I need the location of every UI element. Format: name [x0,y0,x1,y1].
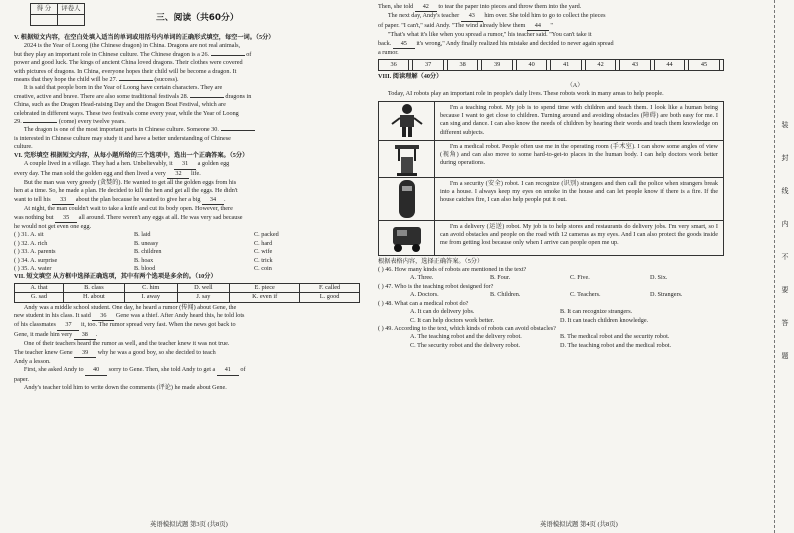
option-text: C. wife [254,248,273,256]
robot-table [378,101,724,256]
side-char: 内 [781,220,789,228]
p7-line: new student in his class. It said [14,312,91,319]
option-text: B. uneasy [134,239,159,247]
grid-num: 41 [551,60,581,71]
answer-choice[interactable]: D. The teaching robot and the medical robot. [560,341,672,349]
robot-text: I'm a security (安全) robot. I can recognize (识别) strangers and then call the police when strangers break into a house. I always keep my eyes on smoke in the house and can let people know if there is a fire. If the house catches fire, I can also help people put it out. [440,179,718,204]
r-line: to tear the paper into pieces and throw them into the yard. [438,3,582,10]
robot-text: I'm a delivery (运送) robot. My job is to help stores and restaurants do delivery jobs. I'm very smart, so I can avoid obstacles and people on the road with 12 cameras as my eyes. And I can also protect the goods inside me from getting lost because only when I arrive can people open me up. [440,222,718,247]
p5-line: 29. [14,118,22,126]
part8-intro: Today, AI robots play an important role in people's daily lives. These robots work in many areas to help people. [387,90,664,98]
security-robot-image [379,178,435,220]
option-text: ( ) 31. A. sit [14,231,44,239]
p7-line: sorry to Gene. Then, she told Andy to get a [108,366,216,374]
grid-num: 45 [689,60,719,71]
answer-choice[interactable]: B. The medical robot and the security robot. [560,333,670,341]
option-text: ( ) 35. A. water [14,264,52,272]
p5-tail: of [246,50,252,58]
r-line: " [550,21,553,29]
robot-row-delivery [379,221,723,255]
p6-line: all around. There weren't any eggs at all. He was very sad because [78,213,243,221]
part5-passage [14,42,366,151]
side-char: 装 [781,121,789,129]
r-line: it's wrong," Andy finally realized his mistake and decided to never again spread [416,39,614,47]
box-word: G. sad [15,293,64,302]
box-word: I. away [124,293,177,302]
p5-line: culture. [14,143,33,151]
option-text: B. blood [134,264,156,272]
p5-line: but they play an important role in Chinese culture. The Chinese dragon is a 26. [14,50,210,58]
question-stem: ( ) 48. What can a medical robot do? [378,299,469,307]
option-text: B. laid [134,231,151,239]
side-char: 不 [781,253,789,261]
p5-line: 2024 is the Year of Loong (the Chinese dragon) in China. Dragons are not real animals, [23,42,241,50]
answer-choice[interactable]: A. Three. [410,274,434,282]
r-line: Then, she told [378,3,414,10]
p5-line: is interested in Chinese culture may study it and have a better understanding of Chinese [14,134,231,142]
grid-num: 37 [413,60,443,71]
delivery-robot-image [379,221,435,255]
question-heading: 根据表格内容，选择正确答案。（5分） [378,257,484,265]
part6-options [14,231,366,273]
score-table [30,3,85,26]
answer-choice[interactable]: A. It can do delivery jobs. [410,308,475,316]
grid-num: 40 [516,60,546,71]
blank-37[interactable]: 37 [57,321,79,330]
p7-line: Gene, it made him very [14,330,73,338]
binding-line [774,0,775,533]
blank-38[interactable]: 38 [74,331,96,340]
p6-line: At night, the man couldn't wait to take a knife and cut its body open. However, there [23,205,233,213]
p7-line: Andy a lesson. [14,358,51,366]
answer-choice[interactable]: A. The teaching robot and the delivery robot. [410,333,522,341]
side-char: 答 [781,319,789,327]
right-page [370,0,772,533]
binding-side-text [778,120,792,384]
choice-row [378,342,772,350]
option-text: ( ) 34. A. surprise [14,256,58,264]
grid-num: 43 [620,60,650,71]
choice-row [378,291,772,299]
grid-answer[interactable] [719,60,723,71]
p6-line: hen at a time. So, he made a plan. He decided to kill the hen and get all the eggs. He didn't [14,187,238,195]
robot-text: I'm a teaching robot. My job is to spend time with children and teach them. I look like a human being because I want to get close to children. Turning around and avoiding obstacles (障碍) are both easy for me. I can sing and dance. I can also know the needs of children by hearing their words and teach them knowledge on different subjects. [440,103,718,136]
p6-line: A couple lived in a village. They had a hen. Unbelievably, it [23,160,173,168]
p6-line: about the plan because he wanted to give her a big [75,195,201,203]
question-stem: ( ) 46. How many kinds of robots are mentioned in the text? [378,266,527,274]
option-row[interactable] [14,248,366,256]
passage-a-label: （A） [566,81,584,89]
blank-43[interactable]: 43 [461,12,483,21]
teaching-robot-image [379,102,435,140]
option-text: ( ) 33. A. parents [14,248,56,256]
part8-heading: VIII. 阅读理解（40分） [378,73,443,81]
p7-line: of his classmates [14,321,56,329]
score-cell: 得 分 [31,4,58,15]
blank-31[interactable]: 31 [174,160,196,169]
side-char: 要 [781,286,789,294]
p5-line: The dragon is one of the most important parts in Chinese culture. Someone 30. [23,126,219,134]
right-footer: 英语模拟试题 第4页 (共8页) [540,521,618,528]
answer-choice[interactable]: B. Children. [490,291,521,299]
p7-line: of [240,366,246,374]
choice-row [378,317,772,325]
blank-35[interactable]: 35 [55,214,77,223]
p6-line: life. [190,169,201,177]
box-word: D. well [177,283,230,292]
blank-34[interactable]: 34 [202,196,224,205]
box-word: A. that [15,283,64,292]
p7-line: it, too. The rumor spread very fast. When the news got back to [81,321,236,329]
part5-heading: V. 根据短文内容，在空白处填入适当的单词或用括号内单词的正确形式填空，每空一词。（5分） [14,34,275,41]
section-title: 三、阅读（共60分） [156,13,239,23]
answer-grid [378,59,724,71]
answer-choice[interactable]: C. Five. [570,274,590,282]
option-row[interactable] [14,257,366,265]
answer-choice[interactable]: D. It can teach children knowledge. [560,316,649,324]
question-stem: ( ) 49. According to the text, which kinds of robots can avoid obstacles? [378,324,556,332]
grid-num: 44 [654,60,684,71]
p7-line: why he was a good boy, so she decided to teach [97,348,216,356]
side-char: 线 [781,187,789,195]
score-blank [31,15,58,26]
r-line: "That's what it's like when you spread a rumor," his teacher said. "You can't take it [387,31,592,39]
p5-line: celebrated in different ways. These two festivals come every year, while the Year of Loong [14,109,239,117]
left-page [0,0,366,533]
part6-heading: VI. 完形填空 根据短文内容，从每小题所给的三个选项中，选出一个正确答案。（5分） [14,151,249,159]
left-footer: 英语模拟试题 第3页 (共8页) [150,521,228,528]
r-line: back. [378,39,392,47]
r-line: him over. She told him to go to collect the pieces [484,12,606,20]
robot-row-teaching [379,102,723,141]
box-word: L. good [300,293,360,302]
p6-line: he would not get even one egg. [14,222,92,230]
p5-line: means that they hope the child will be 27. [14,76,118,84]
p6-line: every day. The man sold the golden egg and then lived a very [14,169,166,177]
r-line: a rumor. [378,49,399,57]
answer-choice[interactable]: D. Strangers. [650,291,683,299]
blank-32[interactable]: 32 [167,170,189,179]
grader-cell: 评卷人 [58,4,85,15]
blank-28[interactable] [190,97,224,98]
part7-passage: Andy was a middle school student. One day, he heard a rumor (传闻) about Gene, the new student in his class. It said 36 Gene was a thief. After Andy heard this, he told lots of his classmates 37 it, too. The rumor spread very fast. When the news got back to Gene, it made him very 38 . One of their teachers heard the rumor as well, and the teacher knew it was not true. The teacher knew Gene 39 why he was a good boy, so she decided to teach Andy a lesson. First, she asked Andy to 40 sorry to Gene. Then, she told Andy to get a 41 of paper. Andy's teacher told him to write down the comments (评论) he made about Gene. [14,304,366,393]
blank-26[interactable] [211,55,245,56]
option-text: B. children [134,248,162,256]
blank-39[interactable]: 39 [74,349,96,358]
robot-row-security [379,178,723,221]
option-row[interactable] [14,231,366,239]
p5-tail: (success). [154,76,179,84]
p6-line: want to tell his [14,195,51,203]
box-word: C. him [124,283,177,292]
blank-40[interactable]: 40 [85,366,107,375]
p7-line: Andy's teacher told him to write down the comments (评论) he made about Gene. [23,384,227,392]
blank-33[interactable]: 33 [52,196,74,205]
blank-27[interactable] [119,80,153,81]
p6-line: was nothing but [14,213,54,221]
option-row[interactable] [14,240,366,248]
answer-choice[interactable]: C. The security robot and the delivery robot. [410,341,521,349]
box-word: E. piece [230,283,300,292]
part7-heading: VII. 短文填空 从方框中选择正确选项，其中有两个选项是多余的。（10分） [14,273,217,281]
blank-44[interactable]: 44 [527,22,549,31]
p6-line: But the man was very greedy (贪婪的). He wanted to get all the golden eggs from his [23,178,237,186]
blank-36[interactable]: 36 [92,312,114,321]
answer-choice[interactable]: B. It can recognize strangers. [560,308,633,316]
blank-42[interactable]: 42 [415,3,437,12]
robot-row-medical [379,141,723,178]
blank-41[interactable]: 41 [217,366,239,375]
side-char: 题 [781,352,789,360]
p5-line: creative, active and brave. There are also some traditional festivals 28. [14,92,189,100]
answer-choice[interactable]: B. Four. [490,274,511,282]
question-stem: ( ) 47. Who is the teaching robot designed for? [378,282,494,290]
box-word: B. class [63,283,124,292]
p5-line: with pictures of dragons. In China, everyone hopes their child will be become a dragon. It [14,67,237,75]
choice-row [378,308,772,316]
answer-choice[interactable]: C. It can help doctors work better. [410,316,495,324]
part6-passage: A couple lived in a village. They had a hen. Unbelievably, it 31 a golden egg every day. The man sold the golden egg and then lived a very 32 life. But the man was very greedy (贪婪的). He wanted to get all the golden eggs from his hen at a time. So, he made a plan. He decided to kill the hen and get all the eggs. He didn't want to tell his 33 about the plan because he wanted to give her a big 34 . At night, the man couldn't wait to take a knife and cut its body open. However, there was nothing but 35 all around. There weren't any eggs at all. He was very sad because he would not get even one egg. [14,160,366,231]
grid-num: 38 [447,60,477,71]
robot-text: I'm a medical robot. People often use me in the operating room (手术室). I can show some angles of view (视角) and can also move to some hard-to-get-to places in the human body. I can help doctors work better during operations. [440,142,718,167]
grid-num: 42 [585,60,615,71]
box-word: H. about [63,293,124,302]
option-text: C. trick [254,256,273,264]
r-line: The next day, Andy's teacher [387,12,460,20]
blank-45[interactable]: 45 [393,40,415,49]
p5-line: power and good luck. The kings of ancient China loved dragons. Their clothes were covered [14,59,243,67]
option-text: B. hoax [134,256,154,264]
grid-num: 36 [379,60,409,71]
choice-row [378,333,772,341]
grader-blank [58,15,85,26]
option-text: C. coin [254,264,272,272]
p7-line: First, she asked Andy to [23,366,84,374]
word-box [14,283,360,303]
grid-num: 39 [482,60,512,71]
p7-line: Andy was a middle school student. One day, he heard a rumor (传闻) about Gene, the [23,303,237,311]
option-text: ( ) 32. A. rich [14,239,48,247]
option-text: C. hard [254,239,273,247]
blank-30[interactable] [221,130,255,131]
box-word: F. called [300,283,360,292]
p7-line: One of their teachers heard the rumor as well, and the teacher knew it was not true. [23,340,230,348]
p5-tail: (come) every twelve years. [58,118,126,126]
p5-line: It is said that people born in the Year of Loong have certain characters. They are [23,84,223,92]
option-text: C. packed [254,231,279,239]
choice-row [378,274,772,282]
answer-choice[interactable]: A. Doctors. [410,291,439,299]
box-word: J. say [177,293,230,302]
p5-tail: dragons in [225,92,252,100]
r-line: of paper. "I can't," said Andy. "The wind already blew them [378,21,526,29]
p6-line: a golden egg [197,160,230,168]
side-char: 封 [781,154,789,162]
answer-choice[interactable]: D. Six. [650,274,668,282]
p7-line: The teacher knew Gene [14,348,73,356]
box-word: K. even if [230,293,300,302]
medical-robot-image [379,141,435,177]
p7-line: Gene was a thief. After Andy heard this, he told lots [115,312,245,319]
p5-line: China, such as the Dragon Head-raising Day and the Dragon Boat Festival, which are [14,101,226,109]
p7-line: paper. [14,375,29,383]
answer-choice[interactable]: C. Teachers. [570,291,601,299]
blank-29[interactable] [23,122,57,123]
questions [378,266,772,350]
